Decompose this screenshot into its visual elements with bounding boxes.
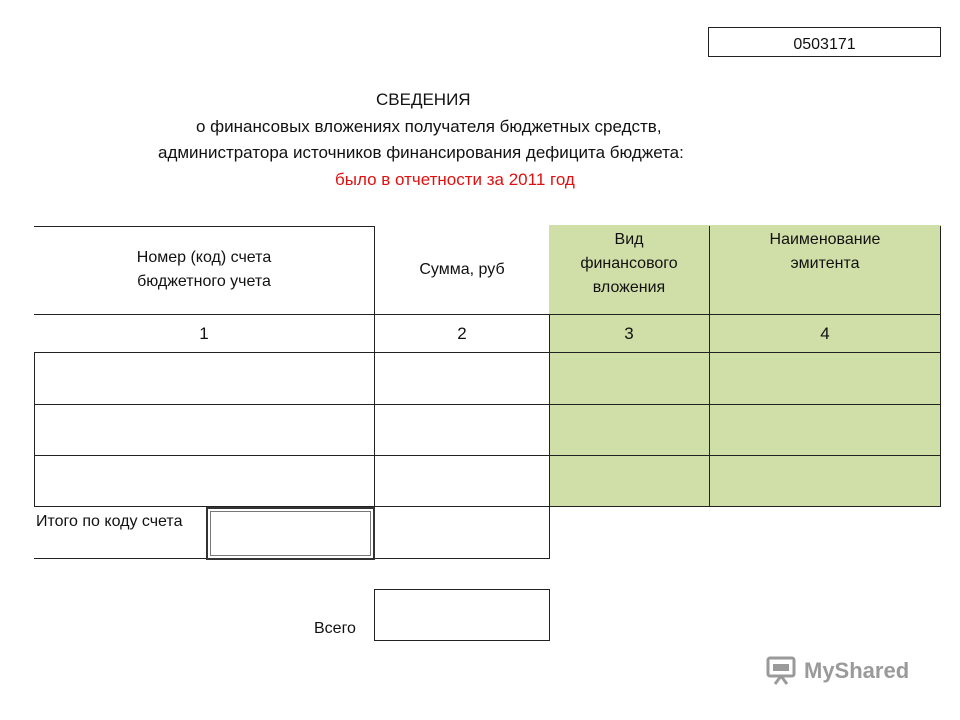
header-amount-label: Сумма, руб <box>419 261 505 278</box>
table-left-border <box>34 352 35 506</box>
header-investment-type <box>549 226 709 314</box>
total-by-account-label: Итого по коду счета <box>36 513 183 530</box>
form-code-box <box>708 27 941 57</box>
grand-total-input[interactable] <box>374 589 550 641</box>
header-account-code-label: Номер (код) счета бюджетного учета <box>136 249 272 290</box>
reporting-period-note: было в отчетности за 2011 год <box>335 170 575 189</box>
column-number-1: 1 <box>199 324 209 343</box>
column-number-3: 3 <box>624 324 634 343</box>
header-investment-type-label: Вид финансового вложения <box>580 231 678 296</box>
header-bottom-border <box>34 314 941 315</box>
presentation-board-icon <box>766 656 800 686</box>
row-2-bottom-border <box>34 455 941 456</box>
table-top-border <box>34 226 375 227</box>
table-right-border <box>940 226 941 507</box>
watermark-text: MyShared <box>804 658 910 683</box>
column-number-4: 4 <box>820 324 830 343</box>
form-code: 0503171 <box>793 36 856 53</box>
total-by-account-input[interactable] <box>206 507 375 560</box>
document-subtitle-line-1: о финансовых вложениях получателя бюджетных средств, <box>196 117 662 136</box>
row-3-bottom-border <box>34 506 941 507</box>
watermark <box>766 656 909 686</box>
grand-total-label: Всего <box>314 620 356 637</box>
header-issuer-name <box>709 226 941 314</box>
column-number-2: 2 <box>457 324 467 343</box>
number-row-bottom-border <box>34 352 941 353</box>
document-title: СВЕДЕНИЯ <box>376 90 471 109</box>
column-divider-2 <box>549 314 550 559</box>
column-divider-3 <box>709 226 710 507</box>
header-issuer-name-label: Наименование эмитента <box>769 231 881 272</box>
document-subtitle-line-2: администратора источников финансирования дефицита бюджета: <box>158 143 684 162</box>
header-account-code <box>34 226 374 314</box>
row-1-bottom-border <box>34 404 941 405</box>
header-amount <box>375 226 549 314</box>
